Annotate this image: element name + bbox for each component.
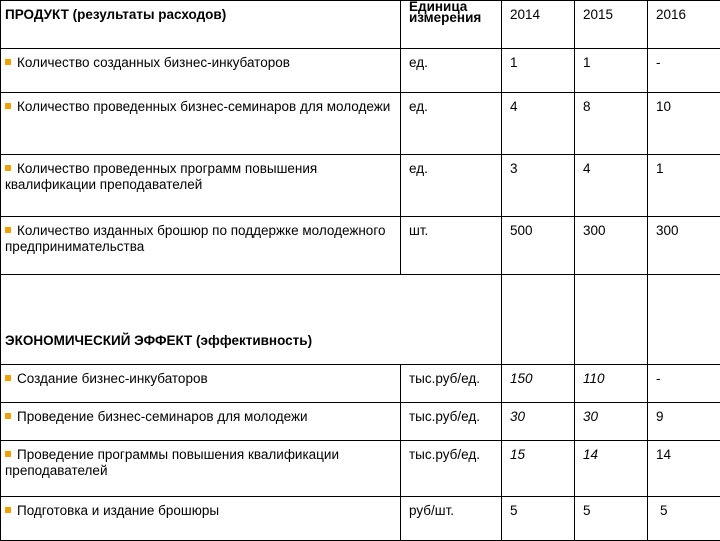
product-name-cell: Количество созданных бизнес-инкубаторов: [1, 49, 401, 93]
unit-cell: ед.: [401, 155, 502, 217]
value-2014: 500: [502, 217, 575, 275]
value-2015: 4: [575, 155, 648, 217]
value-2016: 1: [648, 155, 720, 217]
header-2015: 2015: [575, 1, 648, 49]
value-2014: 3: [502, 155, 575, 217]
effect-name-cell: Подготовка и издание брошюры: [1, 497, 401, 541]
value-2015: 14: [575, 441, 648, 497]
table-row: [1, 497, 720, 541]
header-row: [1, 1, 720, 49]
value-2015: 110: [575, 365, 648, 403]
product-name-cell: Количество проведенных бизнес-семинаров для молодежи: [1, 93, 401, 155]
table-row: [1, 365, 720, 403]
unit-cell: тыс.руб/ед.: [401, 365, 502, 403]
value-2015: 5: [575, 497, 648, 541]
table-row: [1, 155, 720, 217]
value-2016: 5: [648, 497, 720, 541]
unit-cell: тыс.руб/ед.: [401, 403, 502, 441]
header-2014: 2014: [502, 1, 575, 49]
bullet-icon: [5, 375, 11, 381]
value-2016: 300: [648, 217, 720, 275]
unit-cell: ед.: [401, 93, 502, 155]
value-2014: 15: [502, 441, 575, 497]
bullet-icon: [5, 227, 11, 233]
value-2016: 10: [648, 93, 720, 155]
bullet-icon: [5, 103, 11, 109]
value-2015: 1: [575, 49, 648, 93]
value-2016: -: [648, 365, 720, 403]
effect-name-cell: Создание бизнес-инкубаторов: [1, 365, 401, 403]
unit-cell: ед.: [401, 49, 502, 93]
table-row: [1, 217, 720, 275]
bullet-icon: [5, 59, 11, 65]
table-row: [1, 441, 720, 497]
header-2016: 2016: [648, 1, 720, 49]
section-title: ЭКОНОМИЧЕСКИЙ ЭФФЕКТ (эффективность): [1, 275, 502, 365]
value-2016: 14: [648, 441, 720, 497]
bullet-icon: [5, 165, 11, 171]
bullet-icon: [5, 507, 11, 513]
value-2014: 4: [502, 93, 575, 155]
value-2016: 9: [648, 403, 720, 441]
unit-cell: тыс.руб/ед.: [401, 441, 502, 497]
value-2015: 30: [575, 403, 648, 441]
value-2014: 5: [502, 497, 575, 541]
bullet-icon: [5, 451, 11, 457]
value-2015: 8: [575, 93, 648, 155]
header-product: ПРОДУКТ (результаты расходов): [1, 1, 401, 49]
value-2016: -: [648, 49, 720, 93]
unit-cell: шт.: [401, 217, 502, 275]
value-2014: 150: [502, 365, 575, 403]
header-unit: Единица измерения: [401, 1, 502, 49]
table-row: [1, 93, 720, 155]
bullet-icon: [5, 413, 11, 419]
value-2014: 1: [502, 49, 575, 93]
effect-name-cell: Проведение программы повышения квалификации преподавателей: [1, 441, 401, 497]
value-2014: 30: [502, 403, 575, 441]
section-row: [1, 275, 720, 365]
value-2015: 300: [575, 217, 648, 275]
table-row: [1, 403, 720, 441]
table-row: [1, 49, 720, 93]
product-name-cell: Количество изданных брошюр по поддержке молодежного предпринимательства: [1, 217, 401, 275]
product-name-cell: Количество проведенных программ повышения квалификации преподавателей: [1, 155, 401, 217]
unit-cell: руб/шт.: [401, 497, 502, 541]
effect-name-cell: Проведение бизнес-семинаров для молодежи: [1, 403, 401, 441]
